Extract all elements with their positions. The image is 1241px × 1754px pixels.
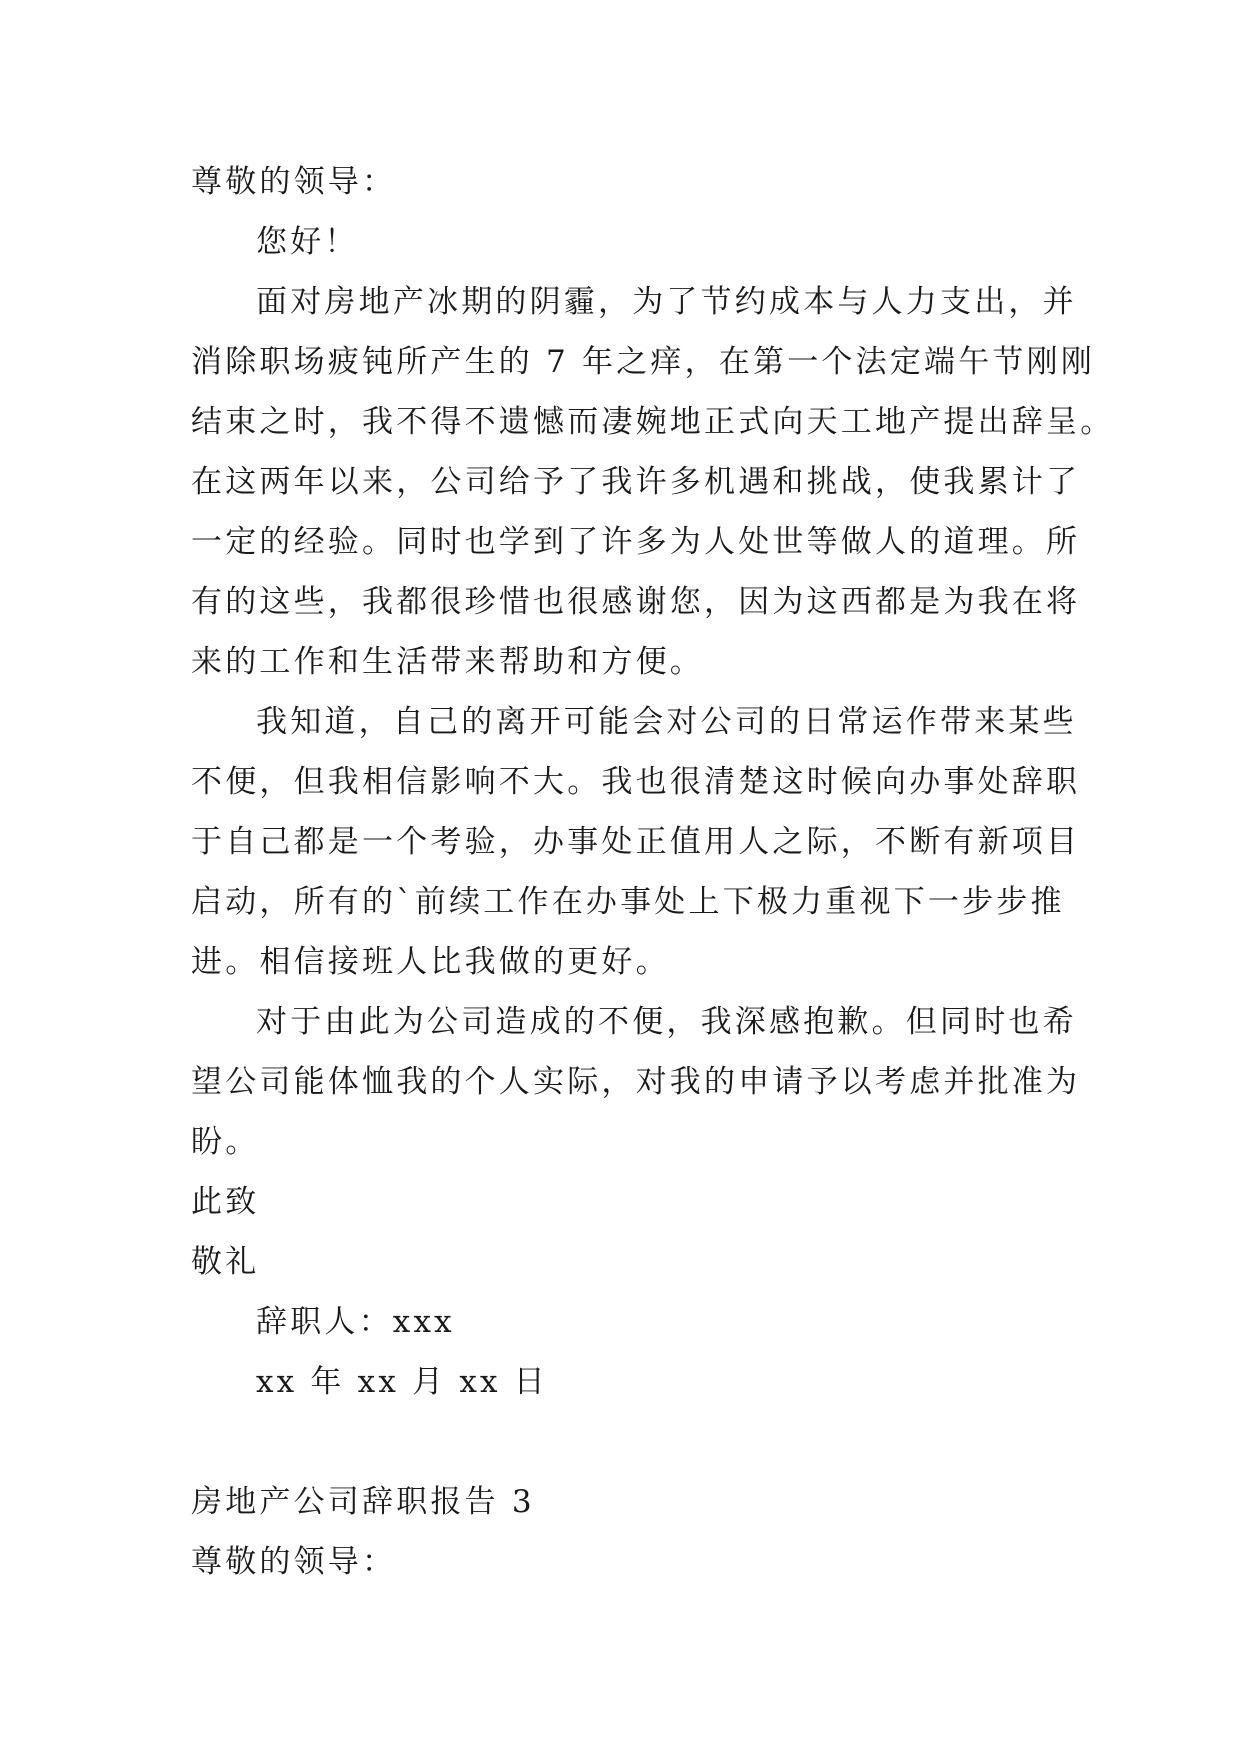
paragraph-2-line-3: 于自己都是一个考验，办事处正值用人之际，不断有新项目 — [191, 824, 1081, 860]
paragraph-1-line-1: 面对房地产冰期的阴霾，为了节约成本与人力支出，并 — [256, 284, 1077, 320]
paragraph-1-line-5: 一定的经验。同时也学到了许多为人处世等做人的道理。所 — [191, 524, 1081, 560]
greeting: 您好！ — [256, 224, 359, 260]
closing-jing-li: 敬礼 — [191, 1244, 260, 1280]
paragraph-1-line-7: 来的工作和生活带来帮助和方便。 — [191, 644, 704, 680]
signature-name: 辞职人：xxx — [256, 1304, 455, 1340]
paragraph-1-line-6: 有的这些，我都很珍惜也很感谢您，因为这西都是为我在将 — [191, 584, 1081, 620]
paragraph-1-line-4: 在这两年以来，公司给予了我许多机遇和挑战，使我累计了 — [191, 464, 1081, 500]
paragraph-2-line-1: 我知道，自己的离开可能会对公司的日常运作带来某些 — [256, 704, 1077, 740]
paragraph-1-line-2: 消除职场疲钝所产生的 7 年之痒，在第一个法定端午节刚刚 — [191, 344, 1096, 380]
paragraph-3-line-3: 盼。 — [191, 1124, 260, 1160]
salutation-2: 尊敬的领导： — [191, 1544, 397, 1580]
paragraph-2-line-4: 启动，所有的`前续工作在办事处上下极力重视下一步步推 — [191, 884, 1065, 920]
salutation: 尊敬的领导： — [191, 164, 397, 200]
paragraph-3-line-1: 对于由此为公司造成的不便，我深感抱歉。但同时也希 — [256, 1004, 1077, 1040]
paragraph-2-line-5: 进。相信接班人比我做的更好。 — [191, 944, 670, 980]
paragraph-1-line-3: 结束之时，我不得不遗憾而凄婉地正式向天工地产提出辞呈。 — [191, 404, 1115, 440]
paragraph-3-line-2: 望公司能体恤我的个人实际，对我的申请予以考虑并批准为 — [191, 1064, 1081, 1100]
signature-date: xx 年 xx 月 xx 日 — [256, 1364, 548, 1400]
section-title: 房地产公司辞职报告 3 — [191, 1484, 535, 1520]
closing-ci-zhi: 此致 — [191, 1184, 260, 1220]
paragraph-2-line-2: 不便，但我相信影响不大。我也很清楚这时候向办事处辞职 — [191, 764, 1081, 800]
